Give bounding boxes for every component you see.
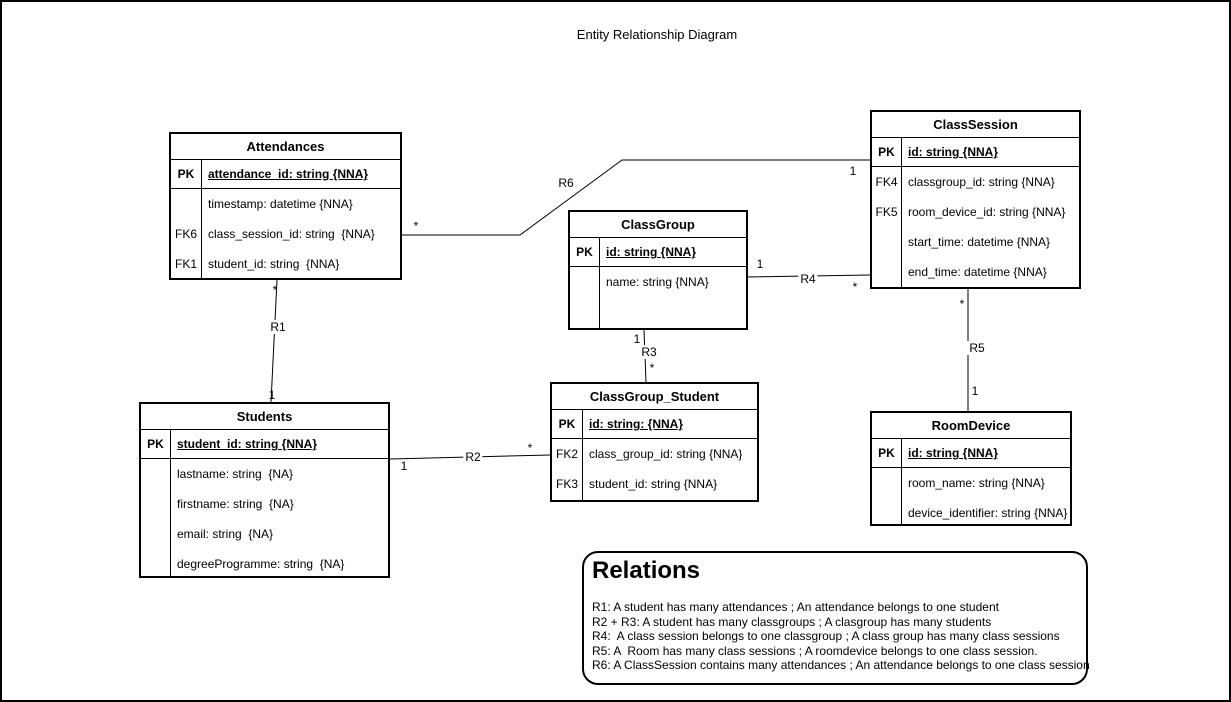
key-cell: PK <box>878 145 895 159</box>
attribute-text: device_identifier: string {NNA} <box>908 506 1068 520</box>
entity-title: ClassSession <box>872 112 1079 138</box>
pk-row <box>141 430 388 459</box>
key-column-divider <box>201 160 202 278</box>
attribute-row <box>872 197 1079 227</box>
attribute-text: id: string: {NNA} <box>589 417 683 431</box>
relations-title: Relations <box>592 557 701 584</box>
relation-note-r2-r3: R2 + R3: A student has many classgroups ; A clasgroup has many students <box>592 614 992 629</box>
key-cell: PK <box>558 417 576 431</box>
relation-note-r1: R1: A student has many attendances ; An attendance belongs to one student <box>592 600 999 614</box>
attribute-text: student_id: string {NNA} <box>589 477 718 491</box>
key-cell: PK <box>147 437 164 451</box>
attribute-row <box>141 489 388 519</box>
cardinality-marker: 1 <box>268 388 276 402</box>
attribute-row <box>141 549 388 576</box>
attribute-row <box>171 189 400 219</box>
key-cell: FK4 <box>875 175 898 189</box>
cardinality-marker: * <box>649 361 655 375</box>
connector-label-R5[interactable]: R5 <box>969 341 985 355</box>
attribute-text: room_device_id: string {NNA} <box>908 205 1066 219</box>
pk-row <box>570 238 746 267</box>
relation-note-r6: R6: A ClassSession contains many attendances ; An attendance belongs to one class session <box>592 658 1090 672</box>
attribute-text: class_group_id: string {NNA} <box>589 447 743 461</box>
attribute-text: firstname: string {NA} <box>177 497 294 511</box>
relations-notes <box>592 600 1090 673</box>
connector-label-R6[interactable]: R6 <box>558 176 574 190</box>
entity-body <box>171 189 400 278</box>
relation-note-r4: R4: A class session belongs to one classgroup ; A class group has many class sessions <box>592 629 1060 643</box>
entity-body <box>141 459 388 576</box>
cardinality-marker: 1 <box>633 332 641 346</box>
attribute-text: degreeProgramme: string {NA} <box>177 557 345 571</box>
key-cell: FK2 <box>555 447 578 461</box>
connector-label-R3[interactable]: R3 <box>641 345 657 359</box>
cardinality-marker: 1 <box>849 164 857 178</box>
entity-class-session[interactable] <box>870 110 1081 289</box>
key-column-divider <box>582 410 583 500</box>
cardinality-marker: 1 <box>971 384 979 398</box>
entity-students[interactable] <box>139 402 390 578</box>
key-cell: PK <box>576 245 593 259</box>
attribute-row <box>141 519 388 549</box>
cardinality-marker: 1 <box>756 257 764 271</box>
connector-label-R4[interactable]: R4 <box>800 272 816 286</box>
entity-room-device[interactable] <box>870 411 1072 526</box>
entity-title: ClassGroup <box>570 212 746 238</box>
attribute-text: attendance_id: string {NNA} <box>208 167 369 181</box>
entity-title: Attendances <box>171 134 400 160</box>
pk-row <box>872 138 1079 167</box>
attribute-text: id: string {NNA} <box>908 145 998 159</box>
connector-label-R2[interactable]: R2 <box>465 450 481 464</box>
attribute-text: classgroup_id: string {NNA} <box>908 175 1055 189</box>
entity-body <box>872 167 1079 287</box>
attribute-row <box>171 249 400 278</box>
key-cell: FK3 <box>555 477 578 491</box>
entity-body <box>570 267 746 328</box>
attribute-row <box>872 257 1079 287</box>
attribute-text: id: string {NNA} <box>606 245 696 259</box>
key-cell: PK <box>878 446 895 460</box>
entity-title: ClassGroup_Student <box>552 384 757 410</box>
cardinality-marker: * <box>527 441 533 455</box>
key-column-divider <box>901 439 902 524</box>
entity-class-group[interactable] <box>568 210 748 330</box>
key-cell: PK <box>177 167 195 181</box>
attribute-row <box>570 267 746 297</box>
attribute-text: student_id: string {NNA} <box>208 257 340 271</box>
relation-note-r5: R5: A Room has many class sessions ; A roomdevice belongs to one class session. <box>592 643 1038 658</box>
attribute-text: name: string {NNA} <box>606 275 709 289</box>
entity-title: Students <box>141 404 388 430</box>
key-column-divider <box>170 430 171 576</box>
attribute-text: class_session_id: string {NNA} <box>208 227 375 241</box>
key-column-divider <box>901 138 902 287</box>
entity-title: RoomDevice <box>872 413 1070 439</box>
cardinality-marker: * <box>272 283 278 297</box>
cardinality-marker: * <box>959 297 965 311</box>
attribute-text: id: string {NNA} <box>908 446 998 460</box>
connector-R1[interactable] <box>268 280 277 402</box>
attribute-text: email: string {NA} <box>177 527 274 541</box>
relations-box[interactable] <box>582 551 1088 685</box>
key-column-divider <box>599 238 600 328</box>
attribute-row <box>872 227 1079 257</box>
attribute-row <box>872 167 1079 197</box>
attribute-row <box>171 219 400 249</box>
key-cell: FK5 <box>875 205 898 219</box>
diagram-title: Entity Relationship Diagram <box>576 27 738 42</box>
attribute-text: end_time: datetime {NNA} <box>908 265 1047 279</box>
attribute-text: lastname: string {NA} <box>177 467 294 481</box>
attribute-text: room_name: string {NNA} <box>908 476 1045 490</box>
cardinality-marker: * <box>413 219 419 233</box>
entity-attendances[interactable] <box>169 132 402 280</box>
cardinality-marker: 1 <box>400 459 408 473</box>
key-cell: FK1 <box>174 257 197 271</box>
key-cell: FK6 <box>174 227 197 241</box>
pk-row <box>171 160 400 189</box>
attribute-row <box>141 459 388 489</box>
attribute-text: student_id: string {NNA} <box>177 437 318 451</box>
connector-label-R1[interactable]: R1 <box>270 320 286 334</box>
attribute-text: start_time: datetime {NNA} <box>908 235 1051 249</box>
attribute-text: timestamp: datetime {NNA} <box>208 197 353 211</box>
cardinality-marker: * <box>852 280 858 294</box>
entity-class-group-student[interactable] <box>550 382 759 502</box>
